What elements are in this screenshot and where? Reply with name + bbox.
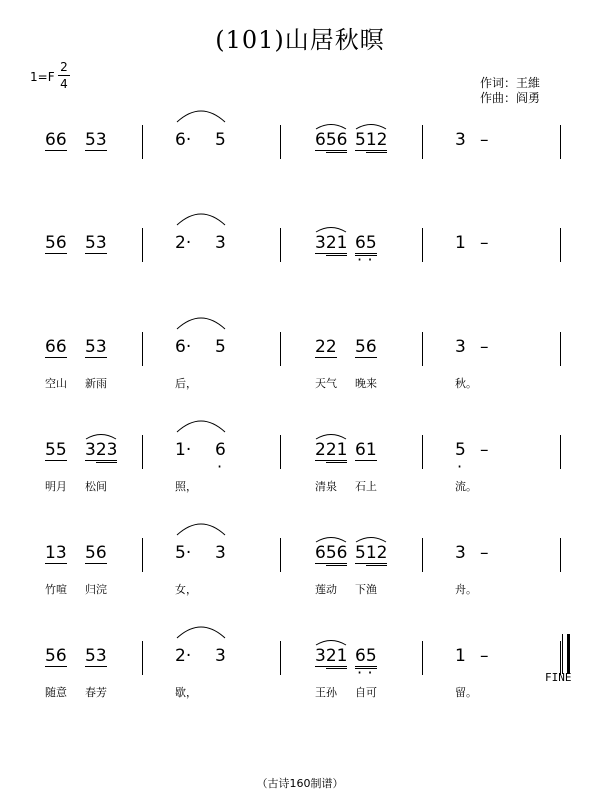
note-group: 2· — [175, 233, 192, 253]
lyric: 晚来 — [355, 377, 377, 390]
time-signature-bottom: 4 — [60, 77, 68, 91]
note-group: 321 — [315, 233, 347, 254]
lyric: 莲动 — [315, 583, 337, 596]
lyric: 舟。 — [455, 583, 477, 596]
note-group: 56 — [85, 543, 107, 563]
lower-octave-dot: · — [367, 250, 373, 269]
slur — [316, 538, 346, 543]
lyric: 流。 — [455, 480, 477, 493]
slur — [177, 111, 225, 122]
slur — [316, 228, 346, 233]
lyric: 天气 — [315, 377, 337, 390]
note-group: 3 — [455, 130, 466, 150]
lower-octave-dot: · — [217, 457, 223, 476]
note-group: 321 — [315, 646, 347, 667]
lyric: 秋。 — [455, 377, 477, 390]
note-group: 656 — [315, 543, 347, 564]
lyric: 春芳 — [85, 686, 107, 699]
slur — [316, 435, 346, 440]
hold-dash: – — [480, 233, 489, 253]
lower-octave-dot: · — [357, 250, 363, 269]
note-group: 5· — [175, 543, 192, 563]
slur — [177, 214, 225, 225]
lower-octave-dot: · — [357, 663, 363, 682]
slur — [177, 524, 225, 535]
note-group: 55 — [45, 440, 67, 460]
time-signature-top: 2 — [60, 60, 68, 74]
lyric: 自可 — [355, 686, 377, 699]
lyric: 留。 — [455, 686, 477, 699]
lyric: 女， — [175, 583, 197, 596]
note-group: 656 — [315, 130, 347, 151]
note-group: 221 — [315, 440, 347, 461]
lyric: 歇， — [175, 686, 197, 699]
note-group: 3 — [455, 337, 466, 357]
fine-mark: FINE — [545, 671, 572, 684]
key-signature: 1=F — [30, 70, 55, 84]
note-group: 22 — [315, 337, 337, 357]
note-group: 53 — [85, 337, 107, 357]
note-group: 3 — [215, 543, 226, 563]
note-group: 6· — [175, 130, 192, 150]
slur — [177, 627, 225, 638]
note-group: 323 — [85, 440, 117, 461]
footer-credit: （古诗160制谱） — [256, 777, 344, 790]
note-group: 3 — [215, 233, 226, 253]
slur — [356, 125, 386, 130]
lower-octave-dot: · — [367, 663, 373, 682]
note-group: 3 — [455, 543, 466, 563]
note-group: 61 — [355, 440, 377, 460]
note-group: 56 — [355, 337, 377, 357]
note-group: 1 — [455, 233, 466, 253]
note-group: 53 — [85, 646, 107, 666]
lyric: 松间 — [85, 480, 107, 493]
note-group: 6· — [175, 337, 192, 357]
note-group: 3 — [215, 646, 226, 666]
lyricist-credit: 作词：王維 — [480, 76, 541, 90]
note-group: 5 — [215, 337, 226, 357]
lyric: 下渔 — [355, 583, 377, 596]
page-title: (101)山居秋暝 — [215, 26, 385, 54]
note-group: 53 — [85, 130, 107, 150]
note-group: 512 — [355, 543, 387, 564]
hold-dash: – — [480, 440, 489, 460]
note-group: 2· — [175, 646, 192, 666]
note-group: 56 — [45, 233, 67, 253]
note-group: 512 — [355, 130, 387, 151]
lyric: 石上 — [355, 480, 377, 493]
note-group: 53 — [85, 233, 107, 253]
lyric: 随意 — [45, 686, 67, 699]
lyric: 照， — [175, 480, 197, 493]
lyric: 后， — [175, 377, 197, 390]
lower-octave-dot: · — [457, 457, 463, 476]
hold-dash: – — [480, 130, 489, 150]
hold-dash: – — [480, 543, 489, 563]
note-group: 65 — [355, 233, 377, 256]
lyric: 明月 — [45, 480, 67, 493]
note-group: 1 — [455, 646, 466, 666]
lyric: 新雨 — [85, 377, 107, 390]
note-group: 65 — [355, 646, 377, 669]
slur — [356, 538, 386, 543]
lyric: 王孙 — [315, 686, 337, 699]
hold-dash: – — [480, 337, 489, 357]
lyric: 清泉 — [315, 480, 337, 493]
note-group: 5 — [215, 130, 226, 150]
note-group: 66 — [45, 130, 67, 150]
slur — [316, 125, 346, 130]
note-group: 56 — [45, 646, 67, 666]
note-group: 66 — [45, 337, 67, 357]
note-group: 1· — [175, 440, 192, 460]
slur — [177, 318, 225, 329]
slur — [316, 641, 346, 646]
lyric: 归浣 — [85, 583, 107, 596]
lyric: 空山 — [45, 377, 67, 390]
note-group: 5 — [455, 440, 466, 460]
lyric: 竹喧 — [45, 583, 67, 596]
note-group: 6 — [215, 440, 226, 460]
hold-dash: – — [480, 646, 489, 666]
composer-credit: 作曲：阎勇 — [480, 91, 541, 105]
note-group: 13 — [45, 543, 67, 563]
slur — [86, 435, 116, 440]
slur — [177, 421, 225, 432]
